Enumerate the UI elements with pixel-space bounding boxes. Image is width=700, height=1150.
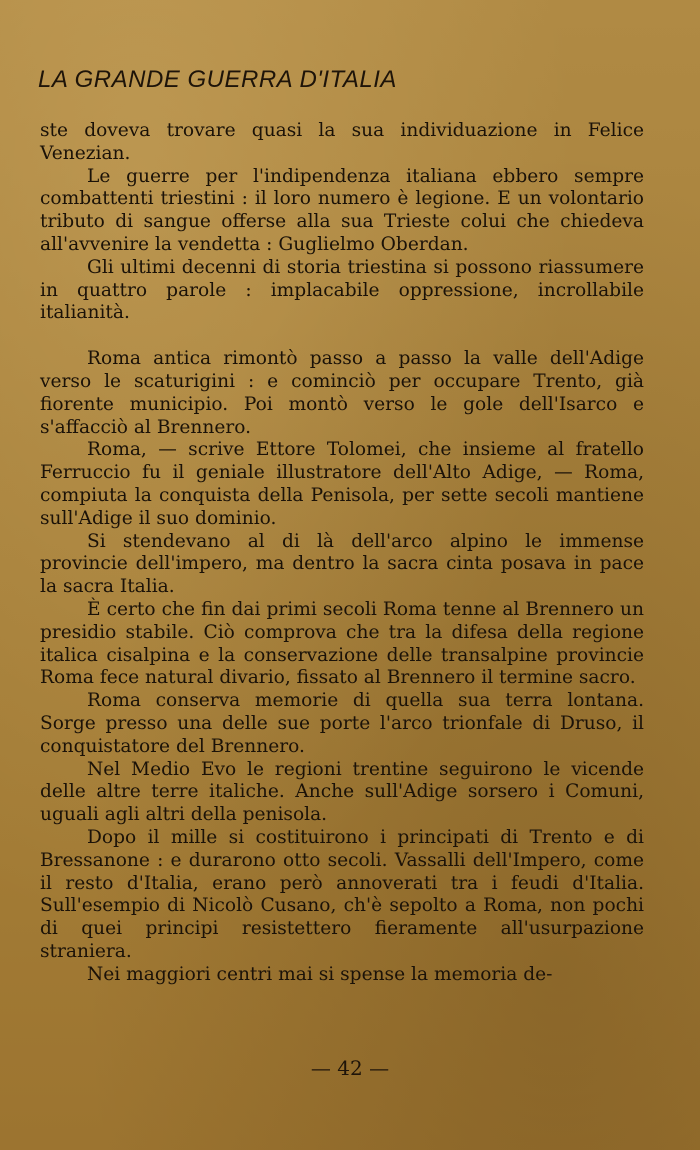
section-break	[40, 325, 644, 348]
paragraph: Gli ultimi decenni di storia triestina si possono riassumere in quattro parole : implacabile oppressione, incrollabile italianità.	[40, 256, 644, 324]
paragraph: Dopo il mille si costituirono i principati di Trento e di Bressanone : e durarono otto secoli. Vassalli dell'Impero, come il resto d'Italia, erano però annoverati tra i feudi d'Italia. Sull'esempio di Nicolò Cusano, ch'è sepolto a Roma, non pochi di quei principi resistettero fieramente all'usurpazione straniera.	[40, 826, 644, 962]
paragraph: Si stendevano al di là dell'arco alpino le immense provincie dell'impero, ma dentro la sacra cinta posava in pace la sacra Italia.	[40, 530, 644, 598]
paragraph: Nel Medio Evo le regioni trentine seguirono le vicende delle altre terre italiche. Anche sull'Adige sorsero i Comuni, uguali agli altri della penisola.	[40, 758, 644, 826]
paragraph: Nei maggiori centri mai si spense la memoria de-	[87, 963, 553, 985]
page-number: — 42 —	[310, 1056, 390, 1080]
paragraph: È certo che fin dai primi secoli Roma tenne al Brennero un presidio stabile. Ciò comprova che tra la difesa della regione italica cisalpina e la conservazione delle transalpine provincie Roma fece natural divario, fissato al Brennero il termine sacro.	[40, 598, 644, 689]
paragraph: Roma conserva memorie di quella sua terra lontana. Sorge presso una delle sue porte l'arco trionfale di Druso, il conquistatore del Brennero.	[40, 690, 644, 757]
paragraph: Roma, — scrive Ettore Tolomei, che insieme al fratello Ferruccio fu il geniale illustratore dell'Alto Adige, — Roma, compiuta la conquista della Penisola, per sette secoli mantiene sull'Adige il suo dominio.	[40, 439, 644, 529]
paragraph: Le guerre per l'indipendenza italiana ebbero sempre combattenti triestini : il loro numero è legione. E un volontario tributo di sangue offerse alla sua Trieste colui che chiedeva all'avvenire la vendetta : Guglielmo Oberdan.	[40, 165, 644, 255]
running-head: LA GRANDE GUERRA D'ITALIA	[38, 66, 397, 93]
paragraph-continuation: ste doveva trovare quasi la sua individuazione in Felice Venezian.	[40, 120, 644, 164]
body-text	[40, 120, 644, 986]
paragraph: Roma antica rimontò passo a passo la valle dell'Adige verso le scaturigini : e cominciò per occupare Trento, già fiorente municipio. Poi montò verso le gole dell'Isarco e s'affacciò al Brennero.	[40, 348, 644, 438]
